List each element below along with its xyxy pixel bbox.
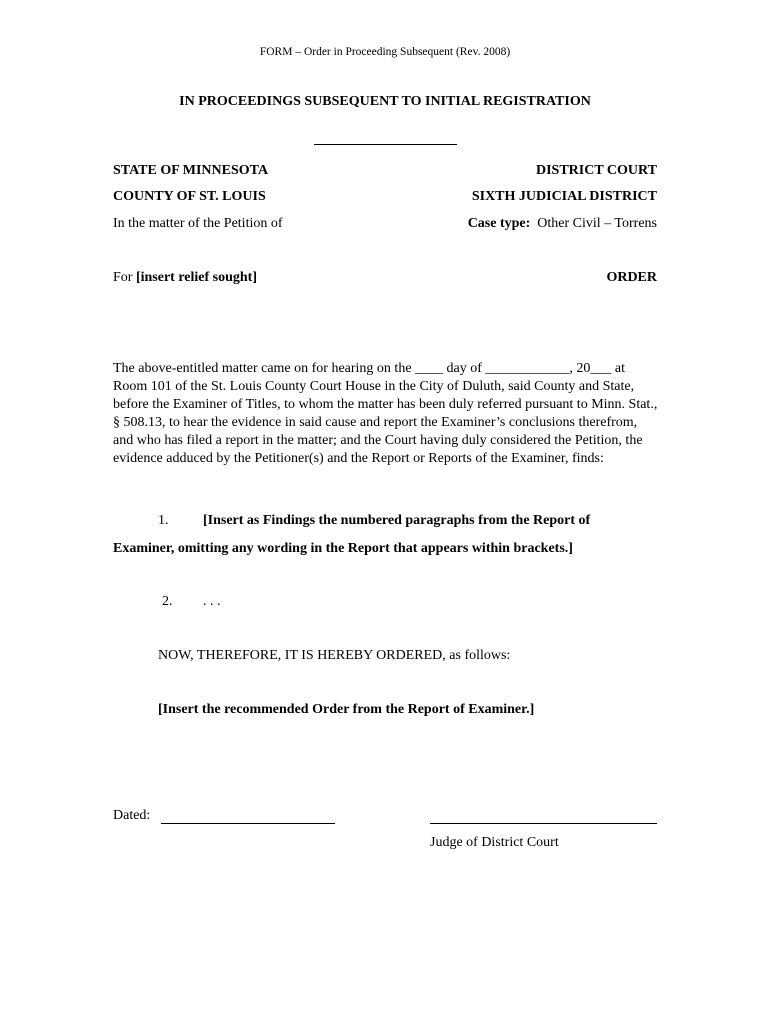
case-type-value: Other Civil – Torrens	[537, 216, 657, 231]
judge-label: Judge of District Court	[430, 835, 559, 850]
title-underline	[314, 144, 457, 145]
finding-number: 1.	[158, 513, 169, 528]
finding-text-continued: Examiner, omitting any wording in the Report that appears within brackets.]	[113, 541, 573, 556]
dated-label: Dated:	[113, 808, 151, 823]
document-title: IN PROCEEDINGS SUBSEQUENT TO INITIAL REGISTRATION	[179, 94, 591, 109]
order-intro: NOW, THEREFORE, IT IS HEREBY ORDERED, as follows:	[158, 648, 511, 663]
finding-text: . . .	[203, 594, 221, 609]
for-prefix: For	[113, 270, 133, 285]
hearing-paragraph: The above-entitled matter came on for hearing on the ____ day of ____________, 20___ at Room 101 of the St. Louis County Court House in the City of Duluth, said County and State, before the Examiner of Titles, to whom the matter has been duly referred pursuant to Minn. Stat., § 508.13, to hear the evidence in said cause and report the Examiner’s conclusions therefrom, and who has filed a report in the matter; and the Court having duly considered the Petition, the evidence adduced by the Petitioner(s) and the Report or Reports of the Examiner, finds:	[113, 361, 658, 466]
order-label: ORDER	[606, 270, 657, 285]
matter-label: In the matter of the Petition of	[113, 216, 283, 231]
order-instruction: [Insert the recommended Order from the Report of Examiner.]	[158, 702, 535, 717]
finding-number: 2.	[162, 594, 173, 609]
district-label: SIXTH JUDICIAL DISTRICT	[471, 189, 657, 204]
state-label: STATE OF MINNESOTA	[113, 163, 269, 178]
form-label: FORM – Order in Proceeding Subsequent (Rev. 2008)	[259, 46, 511, 58]
case-type-line	[468, 216, 657, 232]
date-blank-line	[161, 823, 335, 824]
signature-blank-line	[430, 823, 657, 824]
court-label: DISTRICT COURT	[535, 163, 657, 178]
case-type-label: Case type:	[467, 216, 531, 231]
finding-text: [Insert as Findings the numbered paragraphs from the Report of	[203, 513, 591, 528]
relief-placeholder: [insert relief sought]	[135, 270, 258, 285]
county-label: COUNTY OF ST. LOUIS	[113, 189, 266, 204]
relief-line	[113, 270, 257, 286]
